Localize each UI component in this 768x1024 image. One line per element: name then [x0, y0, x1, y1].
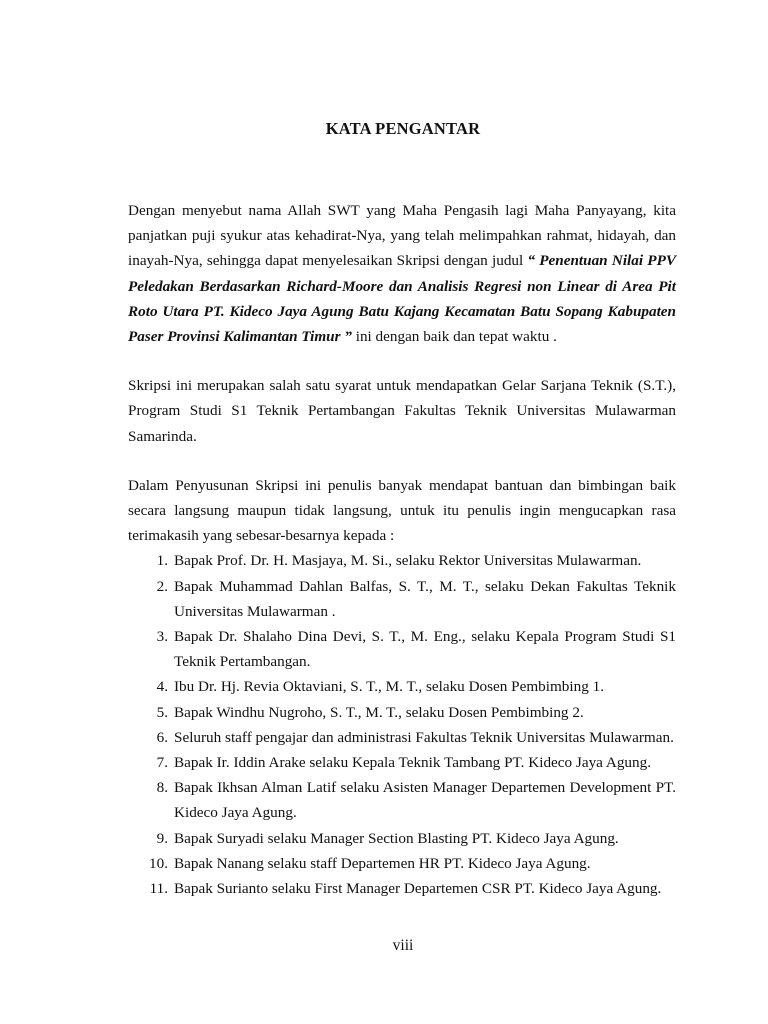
list-item-text: Bapak Muhammad Dahlan Balfas, S. T., M. T., selaku Dekan Fakultas Teknik Universitas Mulawarman . [174, 577, 676, 620]
list-item-text: Bapak Suryadi selaku Manager Section Blasting PT. Kideco Jaya Agung. [174, 829, 619, 847]
list-item-text: Seluruh staff pengajar dan administrasi Fakultas Teknik Universitas Mulawarman. [174, 728, 674, 746]
list-item-text: Bapak Ikhsan Alman Latif selaku Asisten Manager Departemen Development PT. Kideco Jaya Agung. [174, 779, 676, 822]
list-item [128, 674, 676, 699]
list-item [128, 624, 676, 674]
list-item-text: Bapak Nanang selaku staff Departemen HR PT. Kideco Jaya Agung. [174, 854, 591, 872]
page-title: KATA PENGANTAR [325, 119, 481, 138]
acknowledgement-list [128, 548, 676, 901]
list-item-number: 10. [149, 854, 168, 872]
list-item-number: 11. [149, 880, 168, 898]
intro-text-end: ini dengan baik dan tepat waktu . [351, 328, 557, 346]
list-item-text: Bapak Windhu Nugroho, S. T., M. T., selaku Dosen Pembimbing 2. [174, 703, 584, 721]
list-item-text: Bapak Dr. Shalaho Dina Devi, S. T., M. Eng., selaku Kepala Program Studi S1 Teknik Pertambangan. [174, 628, 676, 671]
list-item-text: Ibu Dr. Hj. Revia Oktaviani, S. T., M. T., selaku Dosen Pembimbing 1. [174, 678, 604, 696]
list-item-text: Bapak Ir. Iddin Arake selaku Kepala Teknik Tambang PT. Kideco Jaya Agung. [174, 754, 651, 772]
list-item-number: 8. [156, 779, 168, 797]
list-item [128, 574, 676, 624]
list-item-number: 5. [156, 703, 168, 721]
acknowledgement-paragraph: Dalam Penyusunan Skripsi ini penulis banyak mendapat bantuan dan bimbingan baik secara langsung maupun tidak langsung, untuk itu penulis ingin mengucapkan rasa terimakasih yang sebesar-besarnya kepada : [128, 476, 676, 545]
document-body [128, 198, 676, 901]
list-item [128, 725, 676, 750]
list-item [128, 548, 676, 573]
requirement-paragraph: Skripsi ini merupakan salah satu syarat untuk mendapatkan Gelar Sarjana Teknik (S.T.), Program Studi S1 Teknik Pertambangan Fakultas Teknik Universitas Mulawarman Samarinda. [128, 377, 676, 445]
list-item [128, 826, 676, 851]
list-item [128, 700, 676, 725]
list-item-number: 3. [156, 628, 168, 646]
page-number: viii [392, 937, 414, 954]
list-item-number: 4. [156, 678, 168, 696]
list-item [128, 775, 676, 825]
thesis-title: “ Penentuan Nilai PPV Peledakan Berdasarkan Richard-Moore dan Analisis Regresi non Linear di Area Pit Roto Utara PT. Kideco Jaya Agung Batu Kajang Kecamatan Batu Sopang Kabupaten Paser Provinsi Kalimantan Timur ” [128, 252, 676, 346]
list-item [128, 750, 676, 775]
paragraph-spacer [128, 449, 676, 473]
list-item-text: Bapak Surianto selaku First Manager Departemen CSR PT. Kideco Jaya Agung. [174, 880, 662, 898]
list-item-number: 1. [156, 552, 168, 570]
list-item-number: 6. [156, 728, 168, 746]
intro-text-start: Dengan menyebut nama Allah SWT yang Maha Pengasih lagi Maha Panyayang, kita panjatkan puji syukur atas kehadirat-Nya, yang telah melimpahkan rahmat, hidayah, dan inayah-Nya, sehingga dapat menyelesaikan Skripsi dengan judul [128, 202, 676, 270]
list-item [128, 876, 676, 901]
list-item-text: Bapak Prof. Dr. H. Masjaya, M. Si., selaku Rektor Universitas Mulawarman. [174, 552, 642, 570]
paragraph-spacer [128, 349, 676, 373]
list-item-number: 2. [156, 577, 168, 595]
list-item-number: 7. [156, 754, 168, 772]
list-item-number: 9. [156, 829, 168, 847]
list-item [128, 851, 676, 876]
intro-paragraph [128, 198, 676, 349]
